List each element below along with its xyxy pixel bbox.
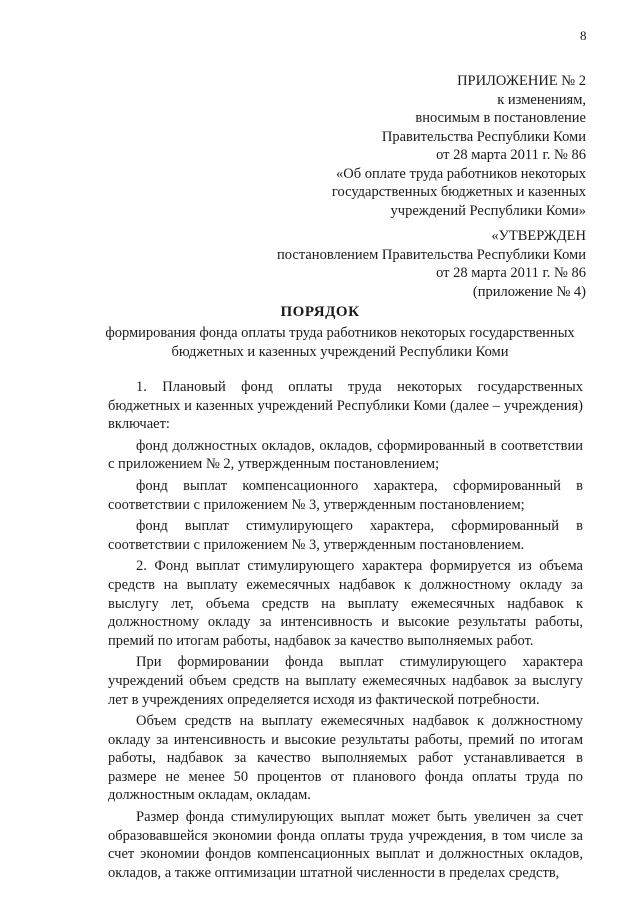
appendix-line: государственных бюджетных и казенных: [331, 184, 586, 200]
paragraph: 2. Фонд выплат стимулирующего характера формируется из объема средств на выплату ежемесячных надбавок к должностному окладу за выслугу лет, объема средств на выплату ежемесячных надбавок к должностному окладу за интенсивность и высокие результаты работы, премий по итогам работы, надбавок за качество выполняемых работ.: [108, 558, 583, 649]
paragraph: фонд должностных окладов, окладов, сформированный в соответствии с приложением № 2, утвержденным постановлением;: [108, 437, 583, 473]
document-subtitle: формирования фонда оплаты труда работников некоторых государственных бюджетных и казенных учреждений Республики Коми: [105, 325, 575, 360]
appendix-line: вносимым в постановление: [415, 110, 586, 126]
approval-block: [277, 227, 586, 301]
appendix-line: «Об оплате труда работников некоторых: [336, 165, 586, 182]
approval-line: (приложение № 4): [472, 283, 586, 300]
appendix-line: Правительства Республики Коми: [381, 128, 586, 145]
paragraph: фонд выплат стимулирующего характера, сформированный в соответствии с приложением № 3, утвержденным постановлением.: [108, 518, 583, 553]
approval-line: от 28 марта 2011 г. № 86: [436, 265, 586, 281]
paragraph: При формировании фонда выплат стимулирующего характера учреждений объем средств на выплату ежемесячных надбавок за выслугу лет в учреждениях определяется исходя из фактической потребности.: [108, 654, 583, 708]
approval-line: «УТВЕРЖДЕН: [491, 228, 586, 244]
document-title: ПОРЯДОК: [280, 304, 360, 320]
appendix-line: ПРИЛОЖЕНИЕ № 2: [457, 73, 586, 89]
appendix-line: учреждений Республики Коми»: [390, 202, 586, 219]
approval-line: постановлением Правительства Республики Коми: [277, 246, 586, 263]
paragraph: 1. Плановый фонд оплаты труда некоторых государственных бюджетных и казенных учреждений Республики Коми (далее – учреждения) включает:: [108, 379, 583, 433]
appendix-line: к изменениям,: [497, 91, 586, 108]
appendix-line: от 28 марта 2011 г. № 86: [436, 147, 586, 163]
appendix-header: [332, 72, 586, 220]
paragraph: Размер фонда стимулирующих выплат может быть увеличен за счет образовавшейся экономии фонда оплаты труда учреждения, в том числе за счет экономии фондов компенсационных выплат и должностных окладов, окладов, а также оптимизации штатной численности в пределах средств,: [108, 809, 583, 881]
paragraph: Объем средств на выплату ежемесячных надбавок к должностному окладу за интенсивность и высокие результаты работы, премий по итогам работы, надбавок за качество выполняемых работ устанавливается в размере не менее 50 процентов от планового фонда оплаты труда по должностным окладам, окладам.: [108, 713, 583, 804]
paragraph: фонд выплат компенсационного характера, сформированный в соответствии с приложением № 3, утвержденным постановлением;: [108, 477, 583, 513]
page-number: 8: [580, 28, 587, 43]
document-body: [108, 378, 583, 882]
